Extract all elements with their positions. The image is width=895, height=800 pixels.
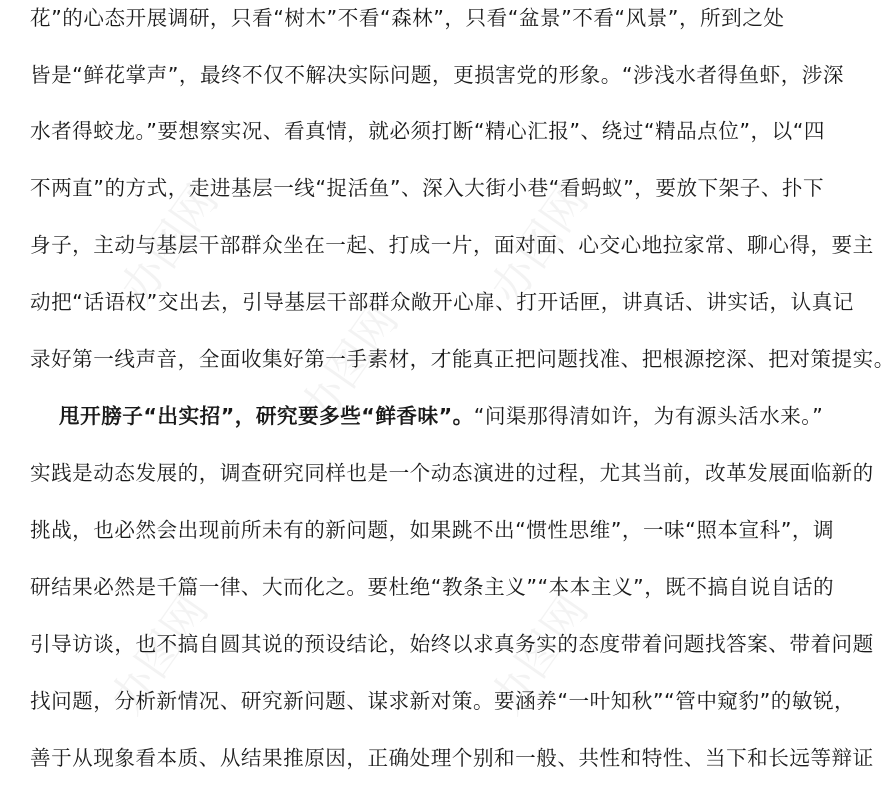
text-line: 实践是动态发展的，调查研究同样也是一个动态演进的过程，尤其当前，改革发展面临新的 (30, 461, 874, 485)
watermark: 办图网 (480, 175, 599, 314)
text-line: 水者得蛟龙。”要想察实况、看真情，就必须打断“精心汇报”、绕过“精品点位”，以“四 (30, 119, 825, 143)
text-line: 不两直”的方式，走进基层一线“捉活鱼”、深入大街小巷“看蚂蚁”，要放下架子、扑下 (30, 176, 825, 200)
section-heading: 甩开膀子“出实招”，研究要多些“鲜香味”。 (59, 404, 474, 428)
text-line: 善于从现象看本质、从结果推原因，正确处理个别和一般、共性和特性、当下和长远等辩证 (30, 746, 874, 770)
text-line: 挑战，也必然会出现前所未有的新问题，如果跳不出“惯性思维”，一味“照本宣科”，调 (30, 518, 835, 542)
watermark: 办图网 (290, 295, 409, 434)
watermark: 办图网 (100, 585, 219, 724)
text-line: 引导访谈，也不搞自圆其说的预设结论，始终以求真务实的态度带着问题找答案、带着问题 (30, 632, 874, 656)
quote-text: “问渠那得清如许，为有源头活水来。” (473, 404, 824, 428)
text-line: 花”的心态开展调研，只看“树木”不看“森林”，只看“盆景”不看“风景”，所到之处 (30, 6, 785, 30)
watermark: 办图网 (480, 585, 599, 724)
text-line: 身子，主动与基层干部群众坐在一起、打成一片，面对面、心交心地拉家常、聊心得，要主 (30, 233, 874, 257)
text-line: 动把“话语权”交出去，引导基层干部群众敞开心扉、打开话匣，讲真话、讲实话，认真记 (30, 290, 854, 314)
text-line: 录好第一线声音，全面收集好第一手素材，才能真正把问题找准、把根源挖深、把对策提实。 (30, 347, 895, 371)
watermark: 办图网 (110, 175, 229, 314)
paragraph-first-line (59, 402, 823, 430)
text-line: 研结果必然是千篇一律、大而化之。要杜绝“教条主义”“本本主义”，既不搞自说自话的 (30, 575, 835, 599)
text-line: 找问题，分析新情况、研究新问题、谋求新对策。要涵养“一叶知秋”“管中窥豹”的敏锐， (30, 689, 856, 713)
text-line: 皆是“鲜花掌声”，最终不仅不解决实际问题，更损害党的形象。“涉浅水者得鱼虾，涉深 (30, 63, 844, 87)
